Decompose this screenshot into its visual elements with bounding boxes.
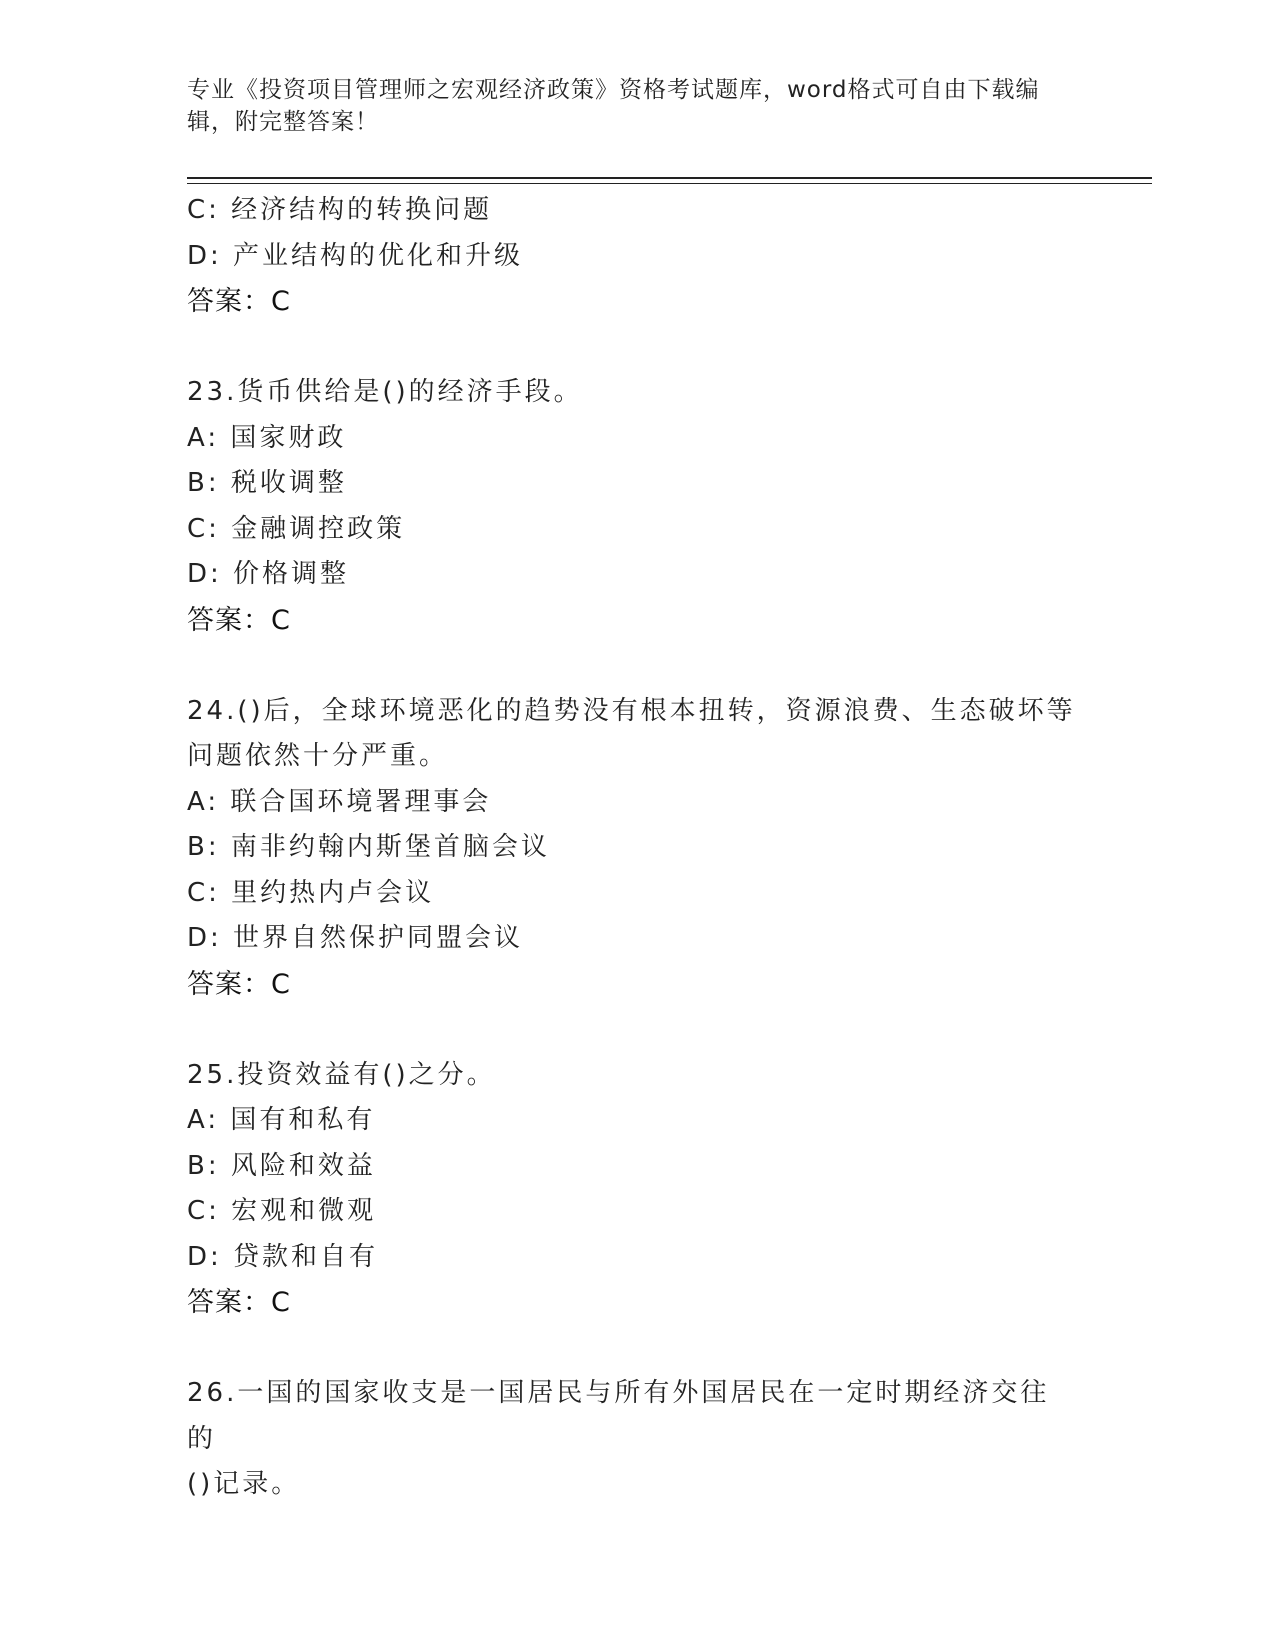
spacer xyxy=(187,1326,1087,1372)
option-a: A: 国有和私有 xyxy=(187,1105,376,1135)
option-c: C: 宏观和微观 xyxy=(187,1196,377,1226)
option-a: A: 联合国环境署理事会 xyxy=(187,786,492,817)
question-25 xyxy=(187,1053,1087,1326)
answer: 答案：C xyxy=(187,286,291,317)
document-header xyxy=(187,74,1067,138)
option-c: C: 金融调控政策 xyxy=(187,513,406,544)
option-d: D: 世界自然保护同盟会议 xyxy=(187,923,524,953)
header-line-2: 辑，附完整答案！ xyxy=(187,109,379,135)
option-c: C: 经济结构的转换问题 xyxy=(187,195,493,225)
option-b: B: 南非约翰内斯堡首脑会议 xyxy=(187,832,550,862)
option-c: C: 里约热内卢会议 xyxy=(187,877,435,908)
answer: 答案：C xyxy=(187,1287,291,1318)
question-stem: 25.投资效益有()之分。 xyxy=(187,1059,496,1090)
option-b: B: 风险和效益 xyxy=(187,1150,376,1181)
spacer xyxy=(187,325,1087,371)
header-divider-thick xyxy=(187,177,1152,179)
option-b: B: 税收调整 xyxy=(187,468,347,498)
answer: 答案：C xyxy=(187,968,291,1000)
question-26 xyxy=(187,1371,1087,1508)
question-list xyxy=(187,188,1087,1508)
spacer xyxy=(187,1007,1087,1053)
header-divider-thin xyxy=(187,183,1152,184)
option-a: A: 国家财政 xyxy=(187,422,347,453)
question-stem: 23.货币供给是()的经济手段。 xyxy=(187,377,583,407)
spacer xyxy=(187,643,1087,689)
question-stem-line-2: ()记录。 xyxy=(187,1469,301,1499)
question-stem-line-1: 26.一国的国家收支是一国居民与所有外国居民在一定时期经济交往的 xyxy=(187,1378,1050,1454)
option-d: D: 贷款和自有 xyxy=(187,1241,379,1272)
question-24 xyxy=(187,689,1087,1008)
answer: 答案：C xyxy=(187,604,291,636)
question-stem-line-1: 24.()后，全球环境恶化的趋势没有根本扭转，资源浪费、生态破坏等 xyxy=(187,695,1076,726)
question-23 xyxy=(187,370,1087,643)
question-22 xyxy=(187,188,1087,325)
question-stem-line-2: 问题依然十分严重。 xyxy=(187,741,449,771)
header-line-1: 专业《投资项目管理师之宏观经济政策》资格考试题库，word格式可自由下载编 xyxy=(187,77,1040,103)
option-d: D: 产业结构的优化和升级 xyxy=(187,240,524,271)
option-d: D: 价格调整 xyxy=(187,559,350,589)
